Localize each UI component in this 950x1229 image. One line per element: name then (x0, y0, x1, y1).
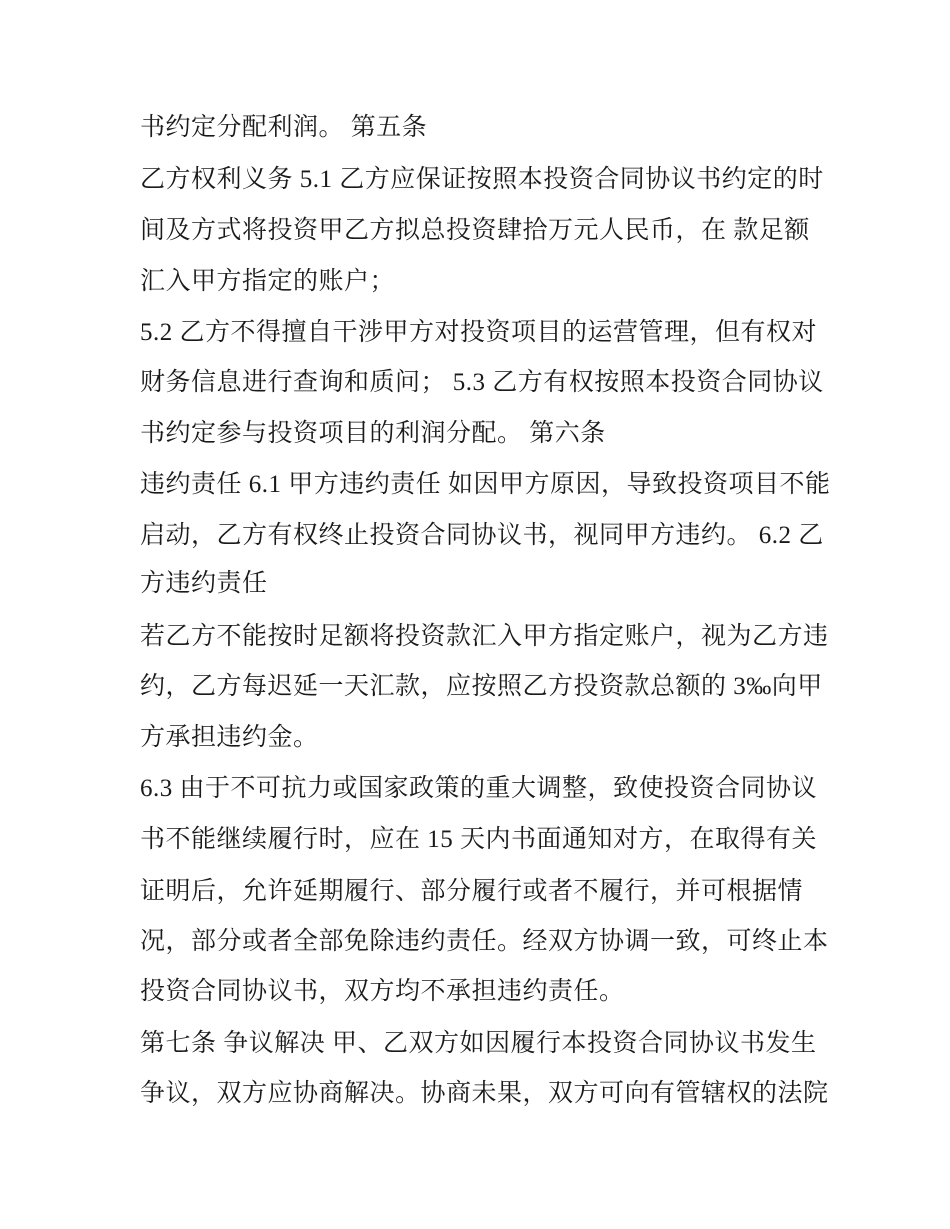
text-line: 第七条 争议解决 甲、乙双方如因履行本投资合同协议书发生 (140, 1030, 817, 1057)
text-line: 违约责任 6.1 甲方违约责任 如因甲方原因，导致投资项目不能 (140, 471, 831, 498)
text-line: 证明后，允许延期履行、部分履行或者不履行，并可根据情 (140, 878, 804, 905)
text-line: 汇入甲方指定的账户； (140, 268, 396, 295)
text-line: 5.2 乙方不得擅自干涉甲方对投资项目的运营管理，但有权对 (140, 319, 818, 346)
text-line: 投资合同协议书，双方均不承担违约责任。 (140, 978, 625, 1005)
text-line: 启动，乙方有权终止投资合同协议书，视同甲方违约。 6.2 乙 (140, 522, 824, 549)
text-line: 乙方权利义务 5.1 乙方应保证按照本投资合同协议书约定的时 (140, 166, 824, 193)
text-line: 书不能继续履行时，应在 15 天内书面通知对方，在取得有关 (140, 826, 818, 853)
text-line: 约，乙方每迟延一天汇款，应按照乙方投资款总额的 3‰向甲 (140, 673, 823, 700)
text-line: 争议，双方应协商解决。协商未果，双方可向有管辖权的法院 (140, 1080, 829, 1107)
text-line: 间及方式将投资甲乙方拟总投资肆拾万元人民币，在 款足额 (140, 217, 810, 244)
text-line: 书约定分配利润。 第五条 (140, 114, 428, 141)
text-line: 况，部分或者全部免除违约责任。经双方协调一致，可终止本 (140, 928, 829, 955)
text-line: 若乙方不能按时足额将投资款汇入甲方指定账户，视为乙方违 (140, 623, 829, 650)
text-line: 方承担违约金。 (140, 724, 319, 751)
text-line: 方违约责任 (140, 570, 268, 597)
text-line: 财务信息进行查询和质问； 5.3 乙方有权按照本投资合同协议 (140, 369, 824, 396)
text-line: 书约定参与投资项目的利润分配。 第六条 (140, 420, 606, 447)
text-line: 6.3 由于不可抗力或国家政策的重大调整，致使投资合同协议 (140, 775, 818, 802)
